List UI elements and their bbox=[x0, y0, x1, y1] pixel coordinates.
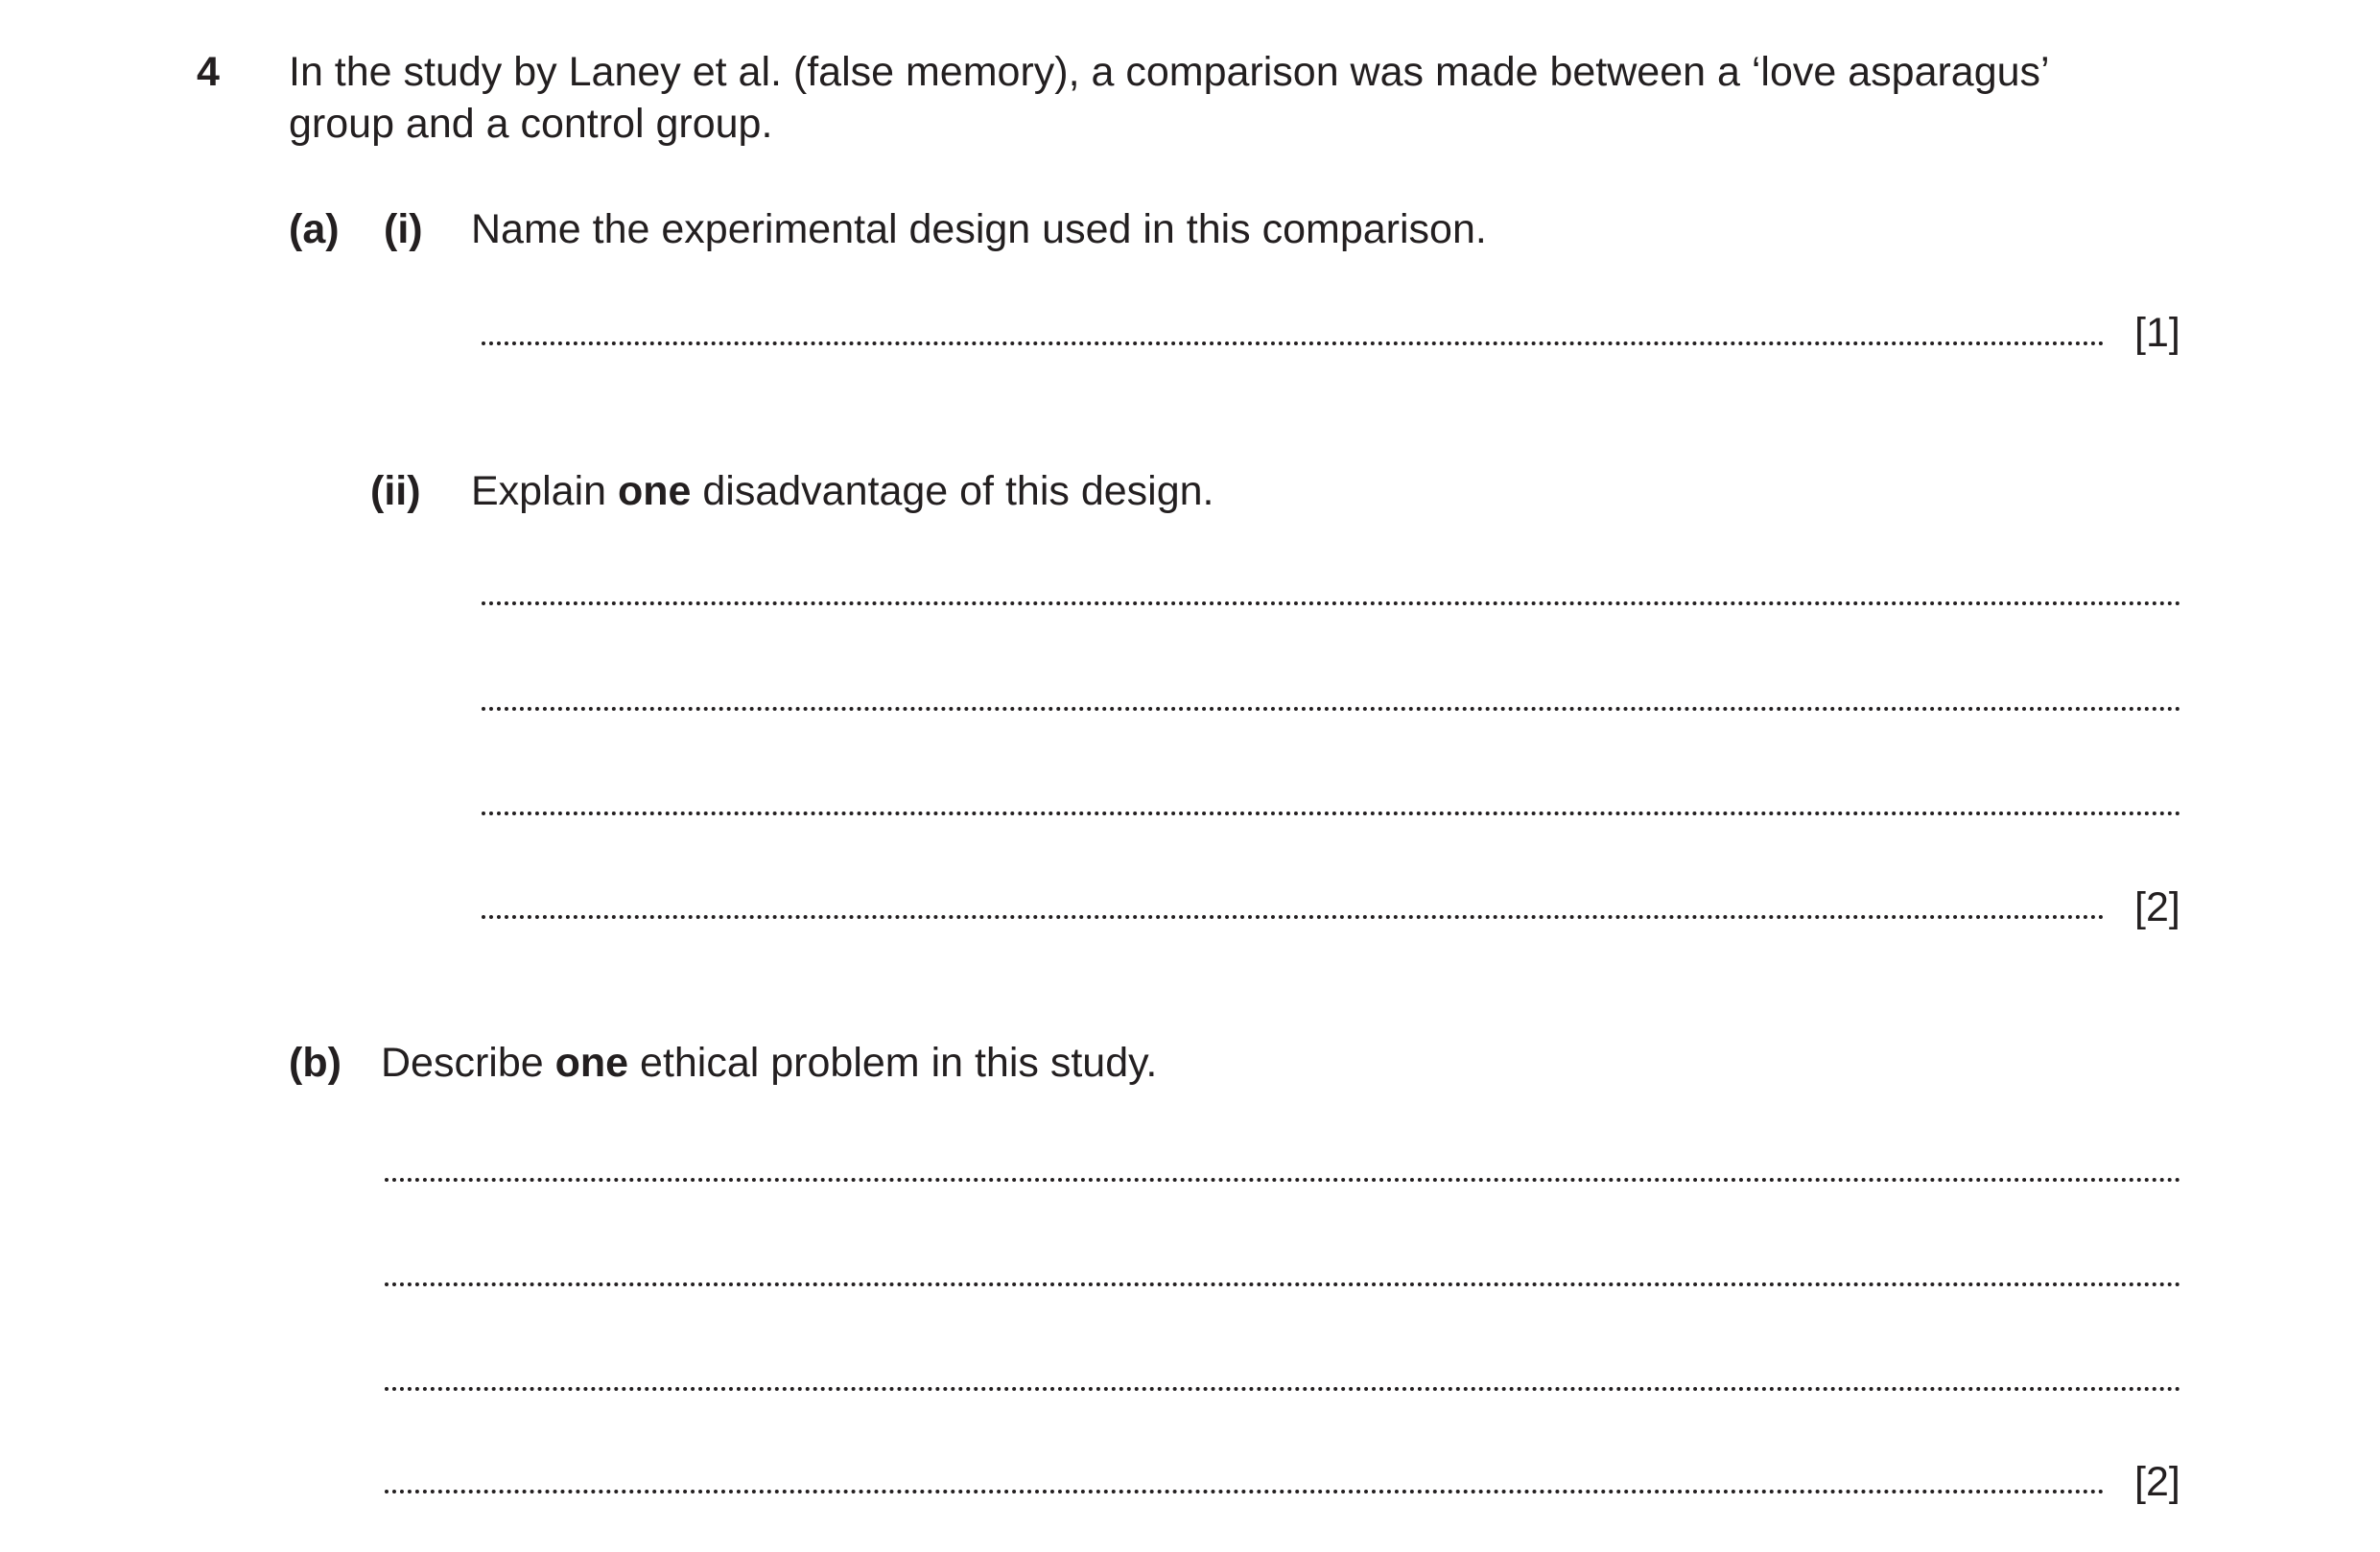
part-b-label: (b) bbox=[289, 1040, 342, 1086]
part-a-ii-prompt-after: disadvantage of this design. bbox=[691, 468, 1214, 514]
part-b-prompt-before: Describe bbox=[381, 1040, 555, 1086]
part-a-ii-prompt bbox=[471, 468, 1214, 514]
part-a-ii-label: (ii) bbox=[370, 468, 421, 514]
part-b-answer-line-1[interactable] bbox=[385, 1178, 2181, 1182]
part-a-ii-answer-line-4[interactable] bbox=[482, 915, 2105, 919]
part-b-prompt-after: ethical problem in this study. bbox=[628, 1040, 1158, 1086]
part-a-ii-answer-line-2[interactable] bbox=[482, 707, 2181, 711]
part-a-ii-answer-line-3[interactable] bbox=[482, 811, 2181, 815]
question-stem-line-2: group and a control group. bbox=[289, 101, 773, 147]
part-a-ii-prompt-before: Explain bbox=[471, 468, 618, 514]
part-b-answer-line-2[interactable] bbox=[385, 1282, 2181, 1286]
part-a-ii-prompt-emphasis: one bbox=[617, 468, 692, 514]
part-b-marks: [2] bbox=[2134, 1459, 2180, 1505]
part-b-answer-line-3[interactable] bbox=[385, 1387, 2181, 1391]
part-b-prompt-emphasis: one bbox=[554, 1040, 629, 1086]
part-b-prompt bbox=[381, 1040, 1158, 1086]
part-a-i-answer-line[interactable] bbox=[482, 341, 2105, 345]
part-a-ii-answer-line-1[interactable] bbox=[482, 601, 2181, 605]
question-stem-line-1: In the study by Laney et al. (false memory), a comparison was made between a ‘love asparagus’ bbox=[289, 49, 2050, 95]
question-number: 4 bbox=[197, 49, 220, 95]
part-a-label: (a) bbox=[289, 206, 340, 252]
part-a-ii-marks: [2] bbox=[2134, 884, 2180, 930]
part-a-i-prompt: Name the experimental design used in this comparison. bbox=[471, 206, 1487, 252]
part-a-i-label: (i) bbox=[384, 206, 423, 252]
part-a-i-marks: [1] bbox=[2134, 310, 2180, 356]
part-b-answer-line-4[interactable] bbox=[385, 1490, 2105, 1493]
